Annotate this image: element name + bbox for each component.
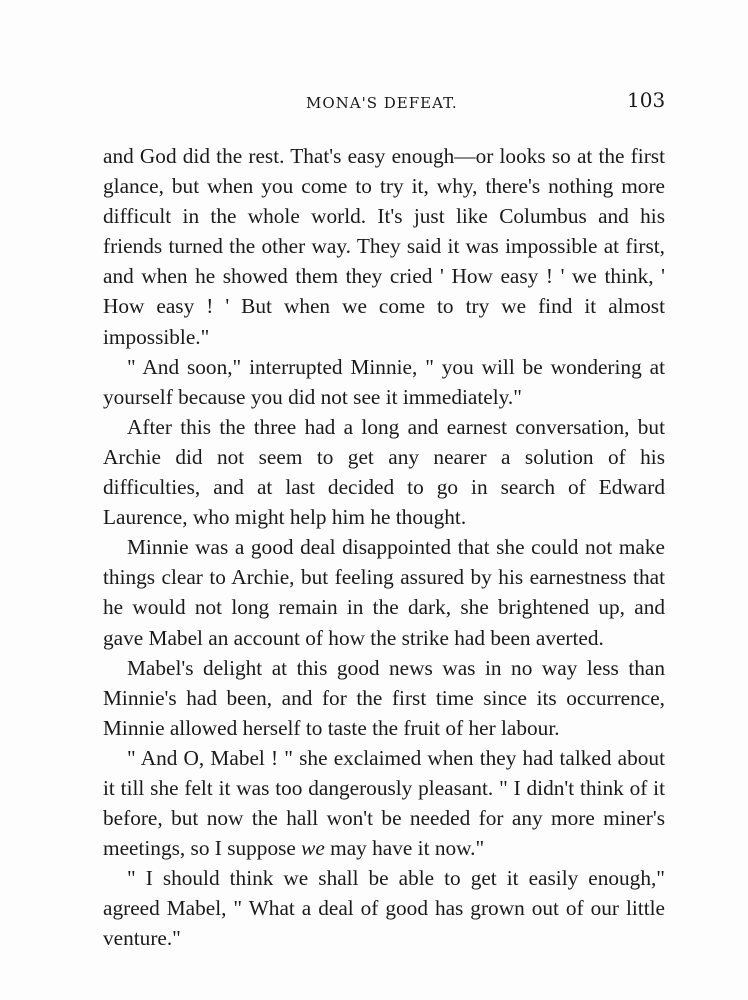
- page-number: 103: [627, 88, 666, 112]
- emphasized-word: we: [301, 836, 325, 861]
- paragraph: " And soon," interrupted Minnie, " you will be wondering at yourself because you did not see it immediately.": [103, 354, 665, 409]
- paragraph: and God did the rest. That's easy enough—or looks so at the first glance, but when you come to try it, why, there's nothing more difficult in the whole world. It's just like Columbus and his friends turned the other way. They said it was impossible at first, and when he showed them they cried ' How easy ! ' we think, ' How easy ! ' But when we come to try we find it almost impossible.": [103, 144, 665, 349]
- paragraph: " I should think we shall be able to get it easily enough," agreed Mabel, " What a deal of good has grown out of our little venture.": [103, 866, 665, 951]
- running-title: MONA'S DEFEAT.: [306, 94, 458, 112]
- paragraph: Mabel's delight at this good news was in no way less than Minnie's had been, and for the first time since its occurrence, Minnie allowed herself to taste the fruit of her labour.: [103, 655, 665, 740]
- paragraph: Minnie was a good deal disappointed that she could not make things clear to Archie, but feeling assured by his earnestness that he would not long remain in the dark, she brightened up, and gave Mabel an account of how the strike had been averted.: [103, 535, 665, 650]
- body-text: [103, 141, 665, 954]
- paragraph-text: " And O, Mabel ! " she exclaimed when they had talked about it till she felt it was too dangerously pleasant. " I didn't think of it before, but now the hall won't be needed for any more miner's meetings, so I suppose: [103, 745, 665, 861]
- paragraph: After this the three had a long and earnest conversation, but Archie did not seem to get any nearer a solution of his difficulties, and at last decided to go in search of Edward Laurence, who might help him he thought.: [103, 414, 665, 530]
- paragraph-text: may have it now.": [324, 836, 485, 861]
- paragraph: [103, 743, 665, 863]
